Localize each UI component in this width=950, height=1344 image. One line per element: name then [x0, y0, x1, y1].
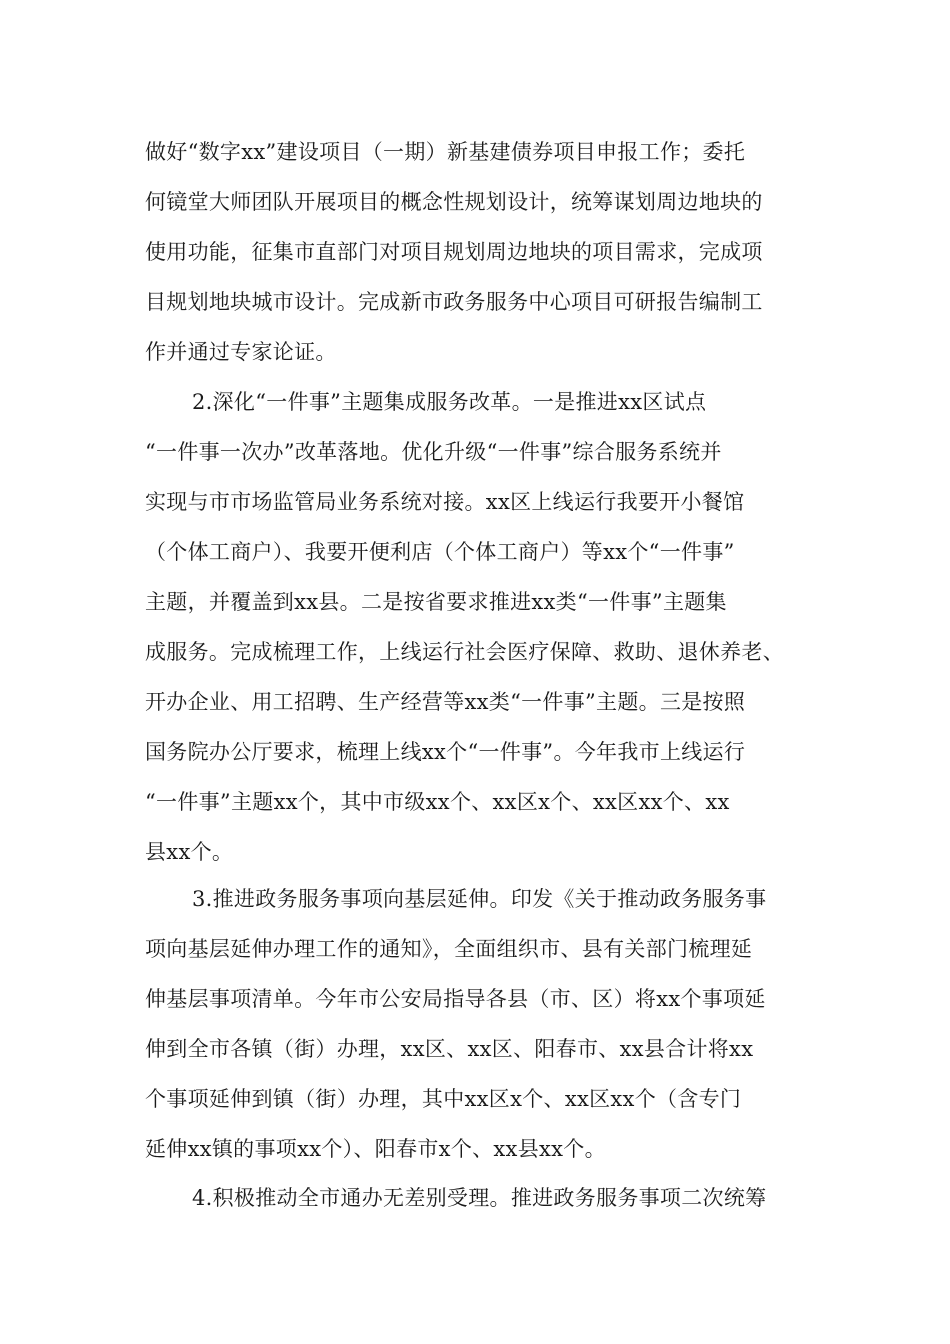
text-line: 开办企业、用工招聘、生产经营等xx类“一件事”主题。三是按照 [145, 690, 746, 714]
text-line: 做好“数字xx”建设项目（一期）新基建债券项目申报工作；委托 [145, 140, 746, 164]
text-line: 作并通过专家论证。 [145, 340, 337, 364]
text-line: 国务院办公厅要求，梳理上线xx个“一件事”。今年我市上线运行 [145, 740, 746, 764]
text-line: 延伸xx镇的事项xx个）、阳春市x个、xx县xx个。 [145, 1137, 606, 1161]
text-line: 县xx个。 [145, 840, 234, 864]
text-line: 使用功能，征集市直部门对项目规划周边地块的项目需求，完成项 [145, 240, 763, 264]
text-line: 伸基层事项清单。今年市公安局指导各县（市、区）将xx个事项延 [145, 987, 766, 1011]
text-line: “一件事一次办”改革落地。优化升级“一件事”综合服务系统并 [145, 440, 722, 464]
paragraph-4-first-line: 4.积极推动全市通办无差别受理。推进政务服务事项二次统筹 [192, 1186, 767, 1210]
text-line: 成服务。完成梳理工作，上线运行社会医疗保障、救助、退休养老、 [145, 640, 784, 664]
text-line: 伸到全市各镇（街）办理，xx区、xx区、阳春市、xx县合计将xx [145, 1037, 754, 1061]
text-line: （个体工商户）、我要开便利店（个体工商户）等xx个“一件事” [145, 540, 735, 564]
text-line: 实现与市市场监管局业务系统对接。xx区上线运行我要开小餐馆 [145, 490, 745, 514]
text-line: 主题，并覆盖到xx县。二是按省要求推进xx类“一件事”主题集 [145, 590, 727, 614]
text-line: 何镜堂大师团队开展项目的概念性规划设计，统筹谋划周边地块的 [145, 190, 763, 214]
paragraph-2-first-line: 2.深化“一件事”主题集成服务改革。一是推进xx区试点 [192, 390, 707, 414]
text-line: “一件事”主题xx个，其中市级xx个、xx区x个、xx区xx个、xx [145, 790, 730, 814]
text-line: 项向基层延伸办理工作的通知》，全面组织市、县有关部门梳理延 [145, 937, 753, 961]
text-line: 目规划地块城市设计。完成新市政务服务中心项目可研报告编制工 [145, 290, 763, 314]
paragraph-3-first-line: 3.推进政务服务事项向基层延伸。印发《关于推动政务服务事 [192, 887, 767, 911]
text-line: 个事项延伸到镇（街）办理，其中xx区x个、xx区xx个（含专门 [145, 1087, 742, 1111]
